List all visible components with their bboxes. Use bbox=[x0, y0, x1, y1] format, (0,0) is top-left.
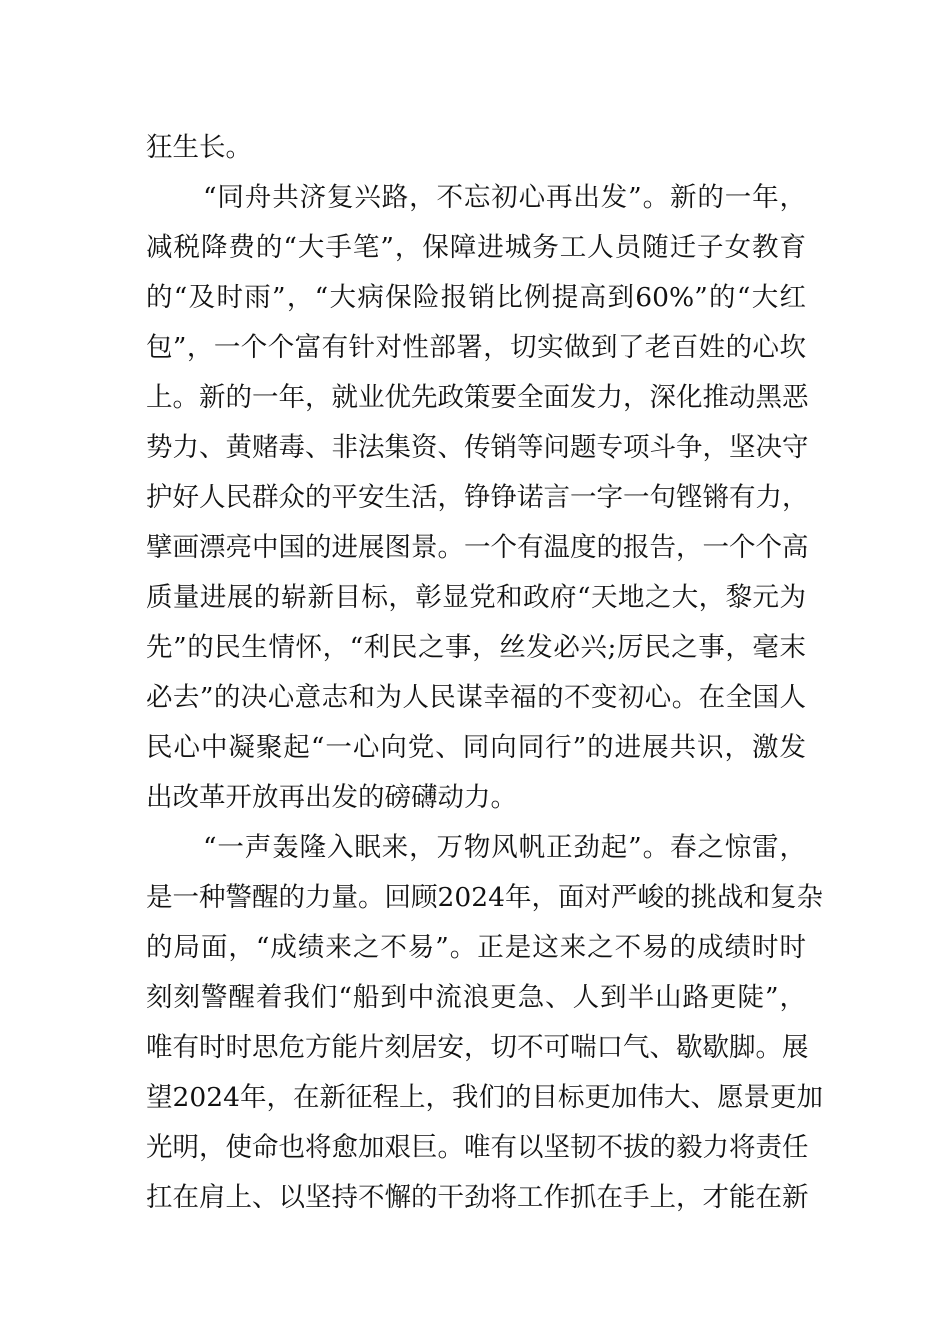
text-line: 出改革开放再出发的磅礴动力。 bbox=[146, 782, 517, 813]
text-line: 的局面，“成绩来之不易”。正是这来之不易的成绩时时 bbox=[146, 932, 806, 963]
text-line: 光明，使命也将愈加艰巨。唯有以坚韧不拔的毅力将责任 bbox=[146, 1132, 809, 1163]
text-line: 扛在肩上、以坚持不懈的干劲将工作抓在手上，才能在新 bbox=[146, 1182, 809, 1213]
text-line: 必去”的决心意志和为人民谋幸福的不变初心。在全国人 bbox=[146, 682, 806, 713]
text-line: 是一种警醒的力量。回顾2024年，面对严峻的挑战和复杂 bbox=[146, 882, 823, 913]
paragraph-start-line: “一声轰隆入眠来，万物风帆正劲起”。春之惊雷， bbox=[203, 832, 806, 863]
text-line: 刻刻警醒着我们“船到中流浪更急、人到半山路更陡”， bbox=[146, 982, 806, 1013]
text-line: 民心中凝聚起“一心向党、同向同行”的进展共识，激发 bbox=[146, 732, 806, 763]
text-line: 望2024年，在新征程上，我们的目标更加伟大、愿景更加 bbox=[146, 1082, 823, 1113]
text-line: 护好人民群众的平安生活，铮铮诺言一字一句铿锵有力， bbox=[146, 482, 809, 513]
text-line: 势力、黄赌毒、非法集资、传销等问题专项斗争，坚决守 bbox=[146, 432, 809, 463]
paragraph-start-line: “同舟共济复兴路，不忘初心再出发”。新的一年， bbox=[203, 182, 806, 213]
text-line: 狂生长。 bbox=[146, 132, 252, 163]
text-line: 的“及时雨”，“大病保险报销比例提高到60%”的“大红 bbox=[146, 282, 806, 313]
text-line: 擘画漂亮中国的进展图景。一个有温度的报告，一个个高 bbox=[146, 532, 809, 563]
text-line: 上。新的一年，就业优先政策要全面发力，深化推动黑恶 bbox=[146, 382, 809, 413]
text-line: 先”的民生情怀，“利民之事，丝发必兴;厉民之事，毫末 bbox=[146, 632, 806, 663]
text-line: 包”，一个个富有针对性部署，切实做到了老百姓的心坎 bbox=[146, 332, 806, 363]
text-line: 质量进展的崭新目标，彰显党和政府“天地之大，黎元为 bbox=[146, 582, 806, 613]
text-line: 减税降费的“大手笔”，保障进城务工人员随迁子女教育 bbox=[146, 232, 806, 263]
text-line: 唯有时时思危方能片刻居安，切不可喘口气、歇歇脚。展 bbox=[146, 1032, 809, 1063]
